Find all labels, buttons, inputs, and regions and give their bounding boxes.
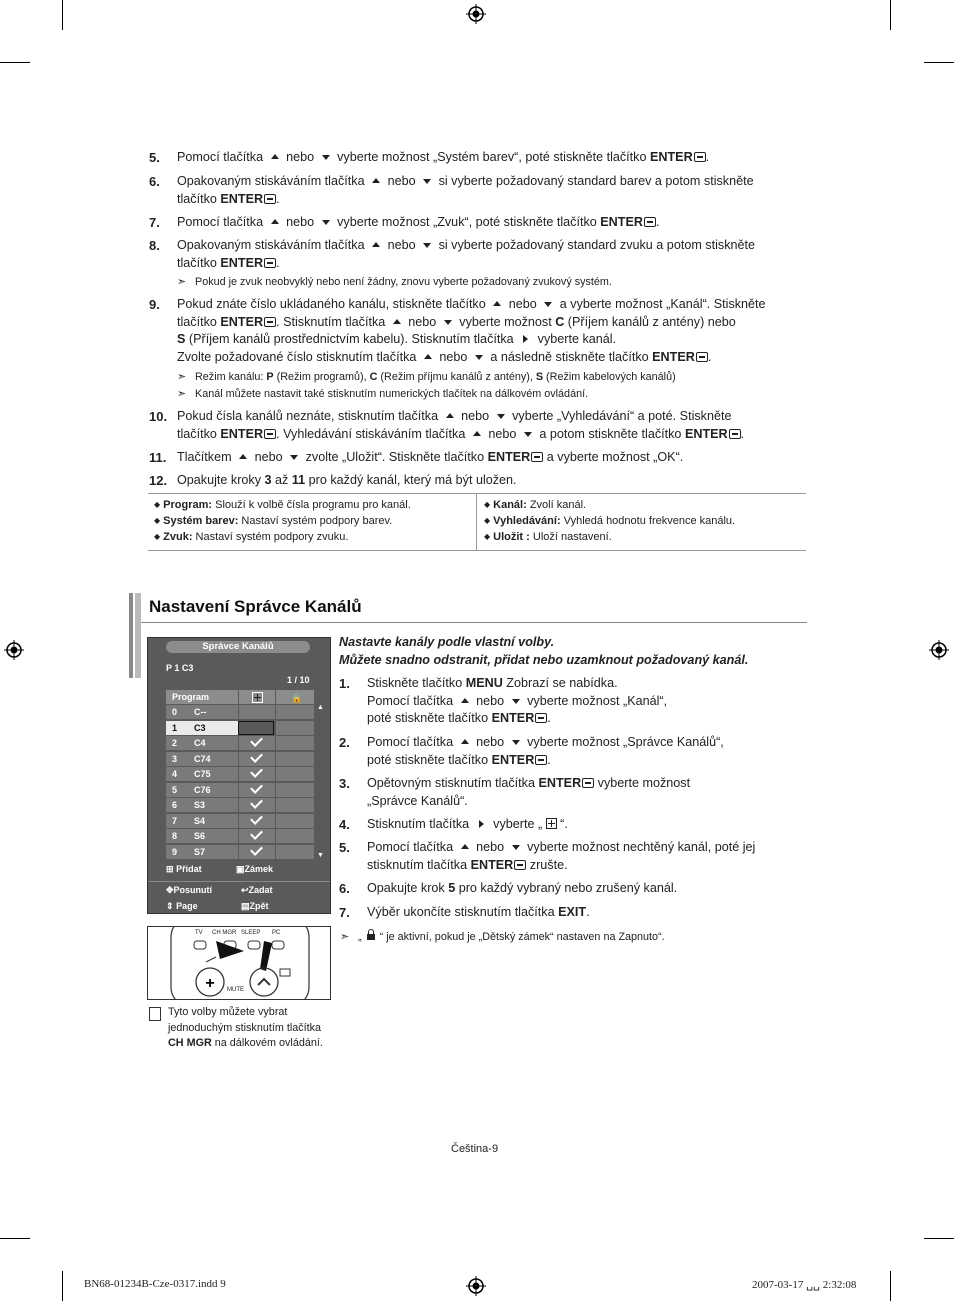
- channel-row[interactable]: [166, 736, 314, 751]
- enter-icon: [531, 452, 543, 462]
- enter-icon: [535, 713, 547, 723]
- down-arrow-icon: [512, 845, 520, 850]
- channel-row[interactable]: [166, 752, 314, 767]
- crop-mark: [924, 1238, 954, 1239]
- lock-icon: 🔒: [291, 693, 303, 703]
- step-6: 6. Opakovaným stiskáváním tlačítka nebo si vyberte požadovaný standard barev a potom stiskněte tlačítko ENTER .: [149, 174, 754, 206]
- note-step-9a: ➣ Režim kanálu: P (Režim programů), C (Režim příjmu kanálů z antény), S (Režim kabelových kanálů): [177, 371, 676, 383]
- channel-row[interactable]: [166, 798, 314, 813]
- tv-table-header: [166, 690, 314, 705]
- right-step-6: 6. Opakujte krok 5 pro každý vybraný nebo zrušený kanál.: [339, 881, 678, 896]
- registration-mark-icon: [466, 4, 486, 24]
- check-icon: [250, 781, 263, 794]
- channel-name: C4: [194, 738, 206, 748]
- enter-icon: [264, 194, 276, 204]
- enter-icon: [264, 258, 276, 268]
- channel-number: 6: [172, 800, 178, 810]
- check-icon: [250, 796, 263, 809]
- lock-icon: [367, 934, 375, 940]
- divider: [476, 494, 477, 550]
- up-arrow-icon: [461, 844, 469, 849]
- section-bar: [129, 593, 133, 678]
- tv-menu-title: Správce Kanálů: [166, 641, 310, 653]
- channel-number: 5: [172, 784, 178, 795]
- lock-icon: ▣: [236, 864, 245, 874]
- page-number: Čeština-9: [451, 1143, 499, 1155]
- enter-icon: [729, 429, 741, 439]
- bullet-icon: ◆: [154, 516, 161, 525]
- lock-cell[interactable]: [275, 845, 314, 859]
- tv-page-hint: ⇕ Page: [166, 901, 198, 911]
- lock-cell[interactable]: [275, 705, 314, 719]
- up-arrow-icon: [239, 454, 247, 459]
- channel-name: C74: [194, 753, 211, 764]
- crop-mark: [0, 62, 30, 63]
- right-arrow-icon: [479, 820, 484, 828]
- registration-mark-icon: [929, 640, 949, 660]
- enter-icon: [696, 352, 708, 362]
- add-cell[interactable]: [238, 721, 274, 735]
- down-arrow-icon: [512, 740, 520, 745]
- info-left-column: ◆ Program: Slouží k volbě čísla programu pro kanál. ◆ Systém barev: Nastaví systém podpory barev. ◆ Zvuk: Nastaví systém podpory zvuku.: [154, 499, 411, 543]
- enter-icon: [694, 152, 706, 162]
- section-title: Nastavení Správce Kanálů: [149, 597, 362, 616]
- enter-icon: [644, 217, 656, 227]
- bullet-icon: ◆: [154, 500, 161, 509]
- up-arrow-icon: [393, 319, 401, 324]
- channel-number: 2: [172, 738, 178, 748]
- enter-icon: [264, 317, 276, 327]
- right-step-3: 3. Opětovným stisknutím tlačítka ENTER vyberte možnost „Správce Kanálů“.: [339, 776, 691, 808]
- section-bar: [135, 593, 141, 678]
- down-arrow-icon: [512, 699, 520, 704]
- down-arrow-icon: [524, 432, 532, 437]
- down-arrow-icon: [444, 320, 452, 325]
- remote-label-mute: MUTE: [227, 987, 244, 993]
- lock-cell[interactable]: [275, 798, 314, 812]
- right-arrow-icon: [523, 335, 528, 343]
- arrow-note-icon: ➣: [177, 388, 187, 400]
- enter-icon: [514, 860, 526, 870]
- bullet-icon: ◆: [484, 516, 491, 525]
- down-arrow-icon: [423, 243, 431, 248]
- channel-number: 3: [172, 753, 178, 764]
- enter-icon: [264, 429, 276, 439]
- add-cell[interactable]: [238, 752, 275, 766]
- add-cell[interactable]: [238, 767, 275, 781]
- scroll-down-icon[interactable]: ▼: [317, 852, 324, 859]
- channel-number: 9: [172, 846, 178, 857]
- step-11: 11. Tlačítkem nebo zvolte „Uložit“. Stiskněte tlačítko ENTER a vyberte možnost „OK“.: [149, 450, 684, 465]
- enter-icon: [582, 778, 594, 788]
- bullet-icon: ◆: [484, 500, 491, 509]
- arrow-note-icon: ➣: [340, 931, 350, 943]
- add-cell[interactable]: [238, 845, 275, 859]
- up-arrow-icon: [493, 301, 501, 306]
- remote-label-chmgr: CH MGR: [212, 930, 237, 936]
- crop-mark: [890, 0, 891, 30]
- add-cell[interactable]: [238, 783, 275, 797]
- add-cell[interactable]: [238, 829, 275, 843]
- remote-label-tv: TV: [195, 930, 203, 936]
- channel-number: 4: [172, 769, 178, 779]
- lock-cell[interactable]: [275, 721, 314, 735]
- add-cell[interactable]: [238, 798, 275, 812]
- crop-mark: [924, 62, 954, 63]
- channel-row[interactable]: [166, 829, 314, 844]
- bullet-icon: ◆: [154, 532, 161, 541]
- remote-label-sleep: SLEEP: [241, 930, 261, 936]
- down-arrow-icon: [322, 220, 330, 225]
- add-cell[interactable]: [238, 705, 275, 719]
- page-icon: ⇕: [166, 901, 174, 911]
- channel-name: S6: [194, 831, 206, 841]
- add-icon: [546, 818, 557, 829]
- section-underline: [141, 622, 807, 623]
- remote-label-pc: PC: [272, 930, 281, 936]
- add-cell[interactable]: [238, 814, 275, 828]
- scroll-up-icon[interactable]: ▲: [317, 704, 324, 711]
- check-icon: [250, 843, 263, 856]
- tv-add-hint: ⊞ Přidat: [166, 864, 202, 874]
- info-right-column: ◆ Kanál: Zvolí kanál. ◆ Vyhledávání: Vyhledá hodnotu frekvence kanálu. ◆ Uložit : Uloží nastavení.: [484, 499, 736, 543]
- tv-channel-manager-screen: [147, 637, 331, 914]
- up-arrow-icon: [461, 698, 469, 703]
- enter-icon: ↩: [241, 885, 249, 895]
- down-arrow-icon: [322, 155, 330, 160]
- up-arrow-icon: [372, 242, 380, 247]
- channel-number: 7: [172, 815, 178, 826]
- channel-name: S7: [194, 846, 206, 857]
- add-icon: [252, 692, 263, 703]
- down-arrow-icon: [475, 355, 483, 360]
- right-step-7: 7. Výběr ukončíte stisknutím tlačítka EXIT.: [339, 905, 590, 920]
- divider: [148, 881, 330, 882]
- up-arrow-icon: [271, 219, 279, 224]
- lock-note: ➣ „ “ je aktivní, pokud je „Dětský zámek“ nastaven na Zapnuto“.: [340, 931, 665, 943]
- registration-mark-icon: [4, 640, 24, 660]
- tv-move-hint: ✥Posunutí: [166, 885, 213, 895]
- crop-mark: [890, 1271, 891, 1301]
- intro-line-1: Nastavte kanály podle vlastní volby.: [339, 635, 555, 649]
- up-arrow-icon: [461, 739, 469, 744]
- channel-name: C75: [194, 769, 211, 779]
- right-step-4: 4. Stisknutím tlačítka vyberte „ “.: [339, 817, 568, 832]
- svg-text:+: +: [205, 975, 215, 992]
- channel-name: C--: [194, 707, 207, 717]
- move-icon: ✥: [166, 885, 174, 895]
- info-table: [148, 493, 806, 551]
- channel-name: S4: [194, 815, 206, 826]
- channel-name: S3: [194, 800, 206, 810]
- tv-back-hint: ▤Zpět: [241, 901, 269, 911]
- arrow-note-icon: ➣: [177, 371, 187, 383]
- check-icon: [250, 734, 263, 747]
- lock-cell[interactable]: [275, 829, 314, 843]
- down-arrow-icon: [290, 455, 298, 460]
- check-icon: [250, 827, 263, 840]
- channel-name: C76: [194, 784, 211, 795]
- channel-name: C3: [194, 722, 206, 733]
- add-icon: ⊞: [166, 864, 174, 874]
- channel-row[interactable]: [166, 814, 314, 829]
- step-5: 5. Pomocí tlačítka nebo vyberte možnost „Systém barev“, poté stiskněte tlačítko ENTER .: [149, 150, 710, 165]
- step-9: 9. Pokud znáte číslo ukládaného kanálu, stiskněte tlačítko nebo a vyberte možnost „Kanál“. Stiskněte tlačítko ENTER . Stisknutím tlačítka nebo vyberte možnost C (Příjem kanálů z antény) nebo S (Příjem kanálů prostřednictvím kabelu). Stisknutím tlačítka vyberte kanál. Zvolte požadované číslo stisknutím tlačítka nebo a následně stiskněte tlačítko ENTER .: [149, 297, 766, 364]
- right-step-1: 1. Stiskněte tlačítko MENU Zobrazí se nabídka. Pomocí tlačítka nebo vyberte možnost „Kanál“, poté stiskněte tlačítko ENTER .: [339, 676, 668, 725]
- arrow-note-icon: ➣: [177, 276, 187, 288]
- tv-current-channel: P 1 C3: [166, 663, 194, 673]
- tv-enter-hint: ↩Zadat: [241, 885, 273, 895]
- intro-line-2: Můžete snadno odstranit, přidat nebo uzamknout požadovaný kanál.: [339, 652, 749, 667]
- bullet-icon: ◆: [484, 532, 491, 541]
- lock-cell[interactable]: [275, 736, 314, 750]
- step-12: 12. Opakujte kroky 3 až 11 pro každý kanál, který má být uložen.: [149, 473, 517, 488]
- up-arrow-icon: [424, 354, 432, 359]
- down-arrow-icon: [544, 302, 552, 307]
- down-arrow-icon: [423, 179, 431, 184]
- up-arrow-icon: [271, 154, 279, 159]
- channel-row[interactable]: [166, 721, 314, 736]
- down-arrow-icon: [497, 414, 505, 419]
- enter-icon: [535, 755, 547, 765]
- lock-cell[interactable]: [275, 767, 314, 781]
- channel-row[interactable]: [166, 783, 314, 798]
- lock-cell[interactable]: [275, 752, 314, 766]
- channel-row[interactable]: [166, 767, 314, 782]
- channel-row[interactable]: [166, 845, 314, 860]
- tv-col-program: Program: [172, 692, 210, 702]
- remote-control-image: [147, 926, 331, 1000]
- check-icon: [250, 750, 263, 763]
- lock-cell[interactable]: [275, 783, 314, 797]
- note-step-8: ➣ Pokud je zvuk neobvyklý nebo není žádny, znovu vyberte požadovaný zvukový systém.: [177, 276, 612, 288]
- up-arrow-icon: [372, 178, 380, 183]
- check-icon: [250, 812, 263, 825]
- return-icon: ▤: [241, 901, 250, 911]
- remote-tip-icon: [149, 1007, 161, 1021]
- add-cell[interactable]: [238, 736, 275, 750]
- up-arrow-icon: [446, 413, 454, 418]
- remote-tip: Tyto volby můžete vybrat jednoduchým stisknutím tlačítka CH MGR na dálkovém ovládání.: [168, 1006, 323, 1049]
- check-icon: [250, 765, 263, 778]
- intro: [339, 634, 809, 669]
- step-8: 8. Opakovaným stiskáváním tlačítka nebo si vyberte požadovaný standard zvuku a potom stiskněte tlačítko ENTER .: [149, 238, 756, 270]
- channel-number: 1: [172, 722, 178, 733]
- footer-filename: BN68-01234B-Cze-0317.indd 9: [84, 1278, 226, 1290]
- channel-row[interactable]: [166, 705, 314, 720]
- up-arrow-icon: [473, 431, 481, 436]
- tv-lock-hint: ▣Zámek: [236, 864, 274, 874]
- channel-number: 0: [172, 707, 178, 717]
- channel-number: 8: [172, 831, 178, 841]
- right-step-5: 5. Pomocí tlačítka nebo vyberte možnost nechtěný kanál, poté jej stisknutím tlačítka ENTER zrušte.: [339, 840, 756, 872]
- step-7: 7. Pomocí tlačítka nebo vyberte možnost „Zvuk“, poté stiskněte tlačítko ENTER .: [149, 215, 660, 230]
- step-10: 10. Pokud čísla kanálů neznáte, stisknutím tlačítka nebo vyberte „Vyhledávání“ a poté. Stiskněte tlačítko ENTER . Vyhledávání stiskáváním tlačítka nebo a potom stiskněte tlačítko ENTER .: [149, 409, 745, 441]
- right-step-2: 2. Pomocí tlačítka nebo vyberte možnost „Správce Kanálů“, poté stiskněte tlačítko ENTER .: [339, 735, 724, 767]
- lock-cell[interactable]: [275, 814, 314, 828]
- registration-mark-icon: [466, 1276, 486, 1296]
- crop-mark: [0, 1238, 30, 1239]
- crop-mark: [62, 1271, 63, 1301]
- footer-timestamp: 2007-03-17 ␣␣ 2:32:08: [752, 1279, 857, 1291]
- note-step-9b: ➣ Kanál můžete nastavit také stisknutím numerických tlačítek na dálkovém ovládání.: [177, 388, 589, 400]
- tv-page-indicator: 1 / 10: [287, 675, 310, 685]
- crop-mark: [62, 0, 63, 30]
